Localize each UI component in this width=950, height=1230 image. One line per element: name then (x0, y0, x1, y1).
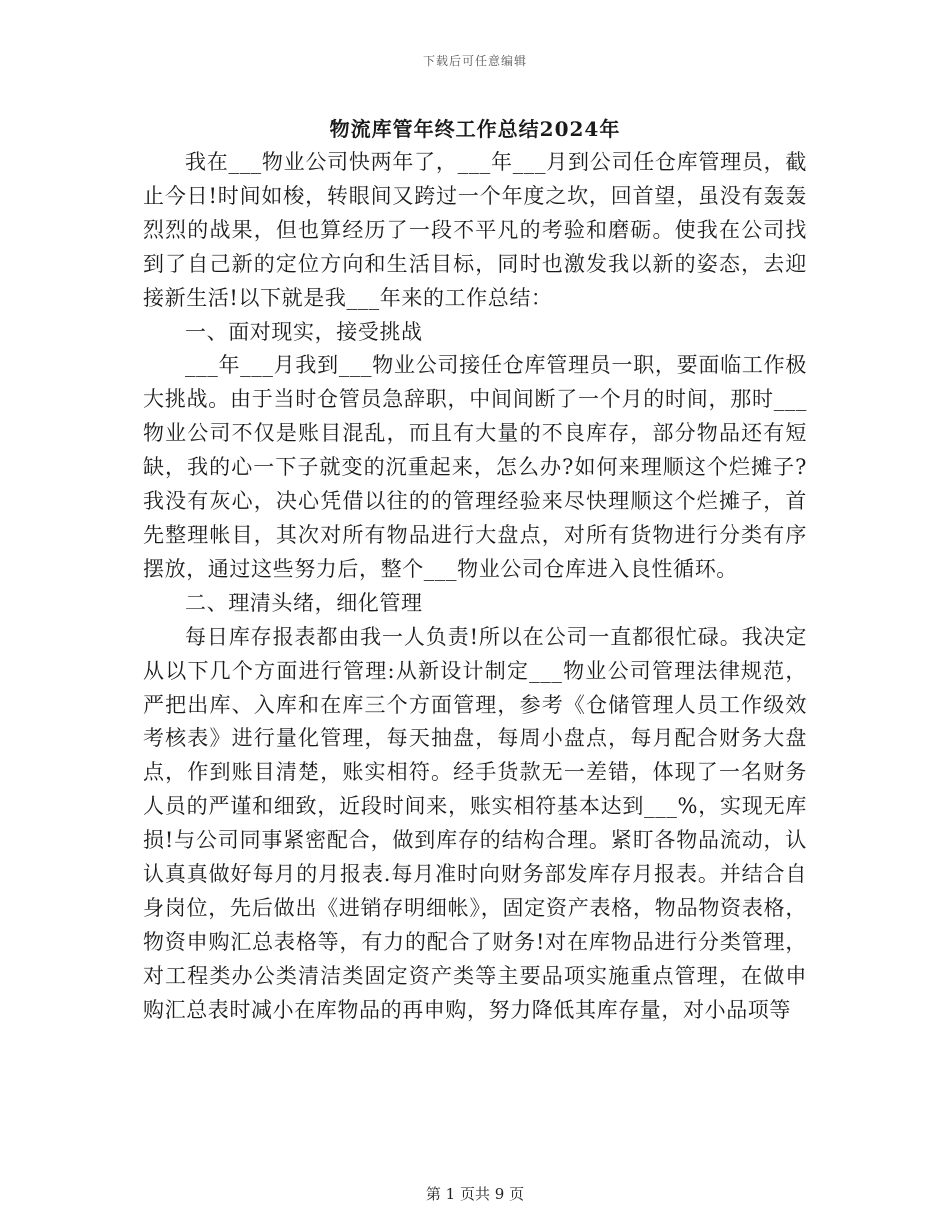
paragraph-intro: 我在___物业公司快两年了，___年___月到公司任仓库管理员，截止今日!时间如梭，转眼间又跨过一个年度之坎，回首望，虽没有轰轰烈烈的战果，但也算经历了一段不平凡的考验和磨砺。使我在公司找到了自己新的定位方向和生活目标，同时也激发我以新的姿态，去迎接新生活!以下就是我___年来的工作总结： (143, 150, 807, 310)
paragraph-section-2: 每日库存报表都由我一人负责!所以在公司一直都很忙碌。我决定从以下几个方面进行管理:从新设计制定___物业公司管理法律规范，严把出库、入库和在库三个方面管理，参考《仓储管理人员工作级效考核表》进行量化管理，每天抽盘，每周小盘点，每月配合财务大盘点，作到账目清楚，账实相符。经手货款无一差错，体现了一名财务人员的严谨和细致，近段时间来，账实相符基本达到___%，实现无库损!与公司同事紧密配合，做到库存的结构合理。紧盯各物品流动，认认真真做好每月的月报表.每月准时向财务部发库存月报表。并结合自身岗位，先后做出《进销存明细帐》，固定资产表格，物品物资表格，物资申购汇总表格等，有力的配合了财务!对在库物品进行分类管理，对工程类办公类清洁类固定资产类等主要品项实施重点管理，在做申购汇总表时减小在库物品的再申购，努力降低其库存量，对小品项等 (143, 624, 807, 1022)
page-number: 第 1 页共 9 页 (425, 1185, 525, 1203)
paragraph-section-1: ___年___月我到___物业公司接任仓库管理员一职，要面临工作极大挑战。由于当时仓管员急辞职，中间间断了一个月的时间，那时___物业公司不仅是账目混乱，而且有大量的不良库存，部分物品还有短缺，我的心一下子就变的沉重起来，怎么办?如何来理顺这个烂摊子?我没有灰心，决心凭借以往的的管理经验来尽快理顺这个烂摊子，首先整理帐目，其次对所有物品进行大盘点，对所有货物进行分类有序摆放，通过这些努力后，整个___物业公司仓库进入良性循环。 (143, 353, 807, 581)
header-note: 下载后可任意编辑 (422, 54, 527, 68)
document-body (143, 146, 807, 1028)
section-heading-1: 一、面对现实，接受挑战 (185, 319, 423, 344)
document-title: 物流库管年终工作总结2024年 (329, 117, 621, 141)
section-heading-2: 二、理清头绪，细化管理 (185, 590, 423, 615)
